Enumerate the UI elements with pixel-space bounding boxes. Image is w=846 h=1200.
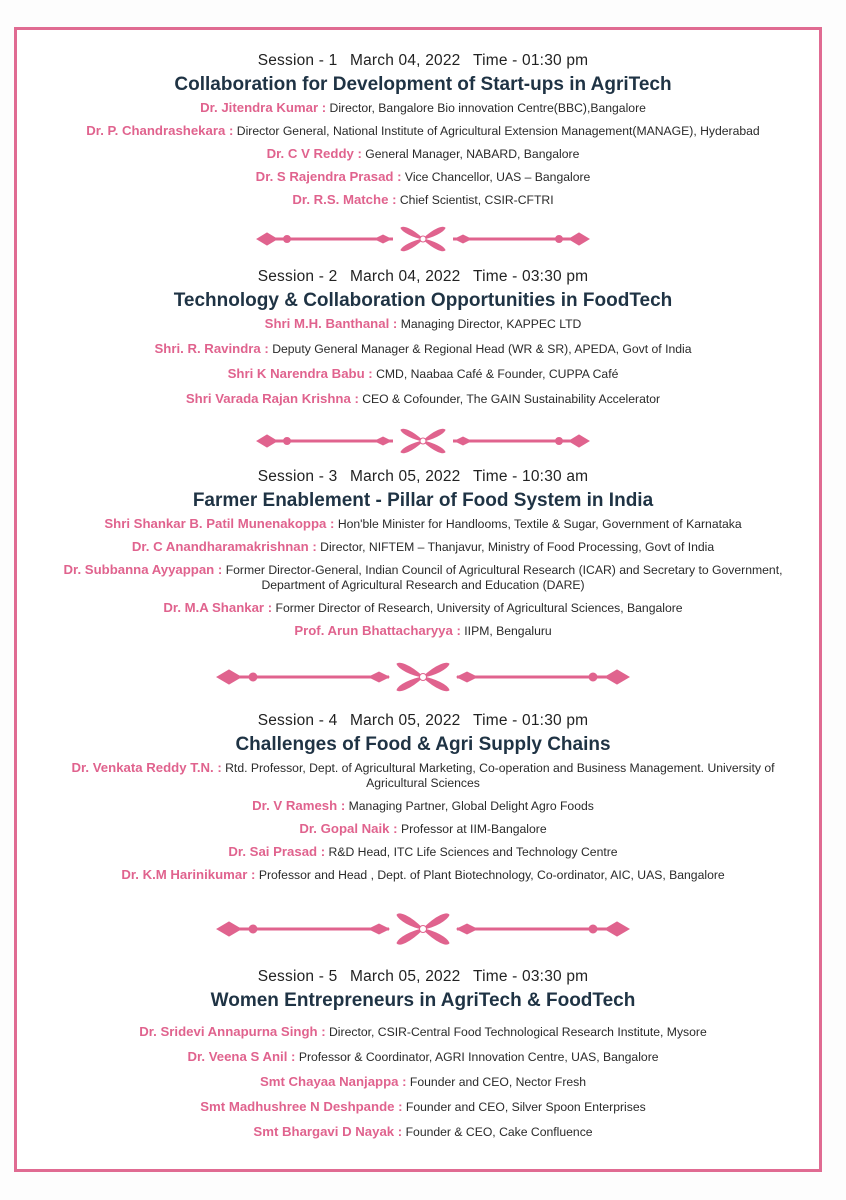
session-title: Farmer Enablement - Pillar of Food System in India bbox=[192, 490, 654, 511]
speaker bbox=[0, 341, 846, 357]
speaker bbox=[0, 539, 846, 555]
speaker-name: Dr. C Anandharamakrishnan : bbox=[131, 539, 317, 554]
speaker-name: Dr. S Rajendra Prasad : bbox=[255, 169, 402, 184]
speaker-role: Professor and Head , Dept. of Plant Biotechnology, Co-ordinator, AIC, UAS, Bangalore bbox=[258, 868, 725, 882]
speaker bbox=[0, 316, 846, 332]
floral-divider-icon bbox=[0, 426, 846, 456]
speaker bbox=[0, 798, 846, 814]
floral-divider-icon bbox=[0, 910, 846, 948]
speaker-name: Dr. Sridevi Annapurna Singh : bbox=[139, 1024, 326, 1039]
speaker-role: Director, NIFTEM – Thanjavur, Ministry of Food Processing, Govt of India bbox=[320, 540, 715, 554]
speaker-name: Dr. K.M Harinikumar : bbox=[121, 867, 256, 882]
session-header bbox=[0, 966, 846, 988]
speaker-role: Founder and CEO, Silver Spoon Enterprises bbox=[405, 1100, 646, 1114]
session-header bbox=[0, 466, 846, 488]
speaker bbox=[0, 516, 846, 532]
speaker bbox=[0, 623, 846, 639]
speaker bbox=[0, 192, 846, 208]
speaker-name: Smt Chayaa Nanjappa : bbox=[259, 1074, 407, 1089]
speaker bbox=[0, 146, 846, 162]
session-date: March 04, 2022 bbox=[349, 52, 461, 69]
speaker-name: Dr. V Ramesh : bbox=[252, 798, 346, 813]
speaker bbox=[0, 844, 846, 860]
speaker-role: Professor & Coordinator, AGRI Innovation Centre, UAS, Bangalore bbox=[298, 1050, 659, 1064]
speaker-role: Rtd. Professor, Dept. of Agricultural Marketing, Co-operation and Business Management. University of Agricultural Sciences bbox=[225, 761, 775, 790]
session-2 bbox=[0, 266, 846, 416]
session-time: Time - 03:30 pm bbox=[473, 268, 589, 285]
speaker-name: Dr. Venkata Reddy T.N. : bbox=[71, 760, 222, 775]
speaker-role: Founder & CEO, Cake Confluence bbox=[405, 1125, 593, 1139]
speaker-role: Deputy General Manager & Regional Head (WR & SR), APEDA, Govt of India bbox=[272, 342, 692, 356]
session-time: Time - 10:30 am bbox=[473, 468, 589, 485]
session-label: Session - 2 bbox=[257, 268, 338, 285]
speaker bbox=[0, 169, 846, 185]
session-1 bbox=[0, 50, 846, 215]
speaker bbox=[0, 100, 846, 116]
session-title: Collaboration for Development of Start-ups in AgriTech bbox=[174, 74, 672, 95]
speaker bbox=[0, 562, 846, 593]
speaker-name: Dr. Jitendra Kumar : bbox=[200, 100, 327, 115]
session-label: Session - 3 bbox=[257, 468, 338, 485]
speaker-name: Dr. P. Chandrashekara : bbox=[86, 123, 234, 138]
speaker-role: CEO & Cofounder, The GAIN Sustainability Accelerator bbox=[362, 392, 661, 406]
speaker-role: Vice Chancellor, UAS – Bangalore bbox=[404, 170, 591, 184]
speaker-name: Dr. Veena S Anil : bbox=[187, 1049, 296, 1064]
speaker bbox=[0, 1099, 846, 1115]
session-time: Time - 03:30 pm bbox=[473, 968, 589, 985]
session-header bbox=[0, 266, 846, 288]
speaker bbox=[0, 391, 846, 407]
session-title: Technology & Collaboration Opportunities in FoodTech bbox=[173, 290, 673, 311]
speaker bbox=[0, 1024, 846, 1040]
session-4 bbox=[0, 710, 846, 890]
speaker-name: Dr. R.S. Matche : bbox=[292, 192, 397, 207]
session-date: March 04, 2022 bbox=[349, 268, 461, 285]
speaker bbox=[0, 600, 846, 616]
speaker bbox=[0, 1074, 846, 1090]
speaker-role: Director, CSIR-Central Food Technological Research Institute, Mysore bbox=[329, 1025, 707, 1039]
speaker-role: Hon'ble Minister for Handlooms, Textile & Sugar, Government of Karnataka bbox=[337, 517, 742, 531]
session-label: Session - 1 bbox=[257, 52, 338, 69]
speaker-name: Shri M.H. Banthanal : bbox=[264, 316, 398, 331]
speaker-name: Dr. Gopal Naik : bbox=[299, 821, 398, 836]
speaker-role: Managing Partner, Global Delight Agro Foods bbox=[348, 799, 594, 813]
session-date: March 05, 2022 bbox=[349, 468, 461, 485]
speaker-name: Shri. R. Ravindra : bbox=[154, 341, 269, 356]
speaker bbox=[0, 1049, 846, 1065]
speaker bbox=[0, 123, 846, 139]
speaker-name: Dr. Sai Prasad : bbox=[228, 844, 326, 859]
speaker-name: Prof. Arun Bhattacharyya : bbox=[294, 623, 461, 638]
speaker-role: R&D Head, ITC Life Sciences and Technology Centre bbox=[328, 845, 618, 859]
session-3 bbox=[0, 466, 846, 646]
speaker-name: Shri K Narendra Babu : bbox=[227, 366, 373, 381]
speaker bbox=[0, 821, 846, 837]
speaker-role: Chief Scientist, CSIR-CFTRI bbox=[399, 193, 554, 207]
speaker-role: Founder and CEO, Nector Fresh bbox=[409, 1075, 587, 1089]
session-header bbox=[0, 710, 846, 732]
speaker-role: General Manager, NABARD, Bangalore bbox=[365, 147, 580, 161]
speaker-role: Professor at IIM-Bangalore bbox=[400, 822, 547, 836]
speaker-name: Shri Shankar B. Patil Munenakoppa : bbox=[104, 516, 335, 531]
speaker bbox=[0, 366, 846, 382]
speaker-name: Smt Bhargavi D Nayak : bbox=[253, 1124, 403, 1139]
speaker-name: Dr. Subbanna Ayyappan : bbox=[63, 562, 223, 577]
speaker-role: IIPM, Bengaluru bbox=[464, 624, 552, 638]
session-date: March 05, 2022 bbox=[349, 712, 461, 729]
speaker-name: Dr. M.A Shankar : bbox=[163, 600, 273, 615]
speaker-role: Director General, National Institute of Agricultural Extension Management(MANAGE), Hyderabad bbox=[236, 124, 760, 138]
session-title: Women Entrepreneurs in AgriTech & FoodTech bbox=[210, 990, 636, 1011]
speaker-name: Smt Madhushree N Deshpande : bbox=[200, 1099, 403, 1114]
session-header bbox=[0, 50, 846, 72]
session-5 bbox=[0, 966, 846, 1149]
speaker bbox=[0, 1124, 846, 1140]
floral-divider-icon bbox=[0, 660, 846, 694]
session-label: Session - 4 bbox=[257, 712, 338, 729]
speaker-role: Director, Bangalore Bio innovation Centre(BBC),Bangalore bbox=[329, 101, 646, 115]
speaker-role: Former Director-General, Indian Council of Agricultural Research (ICAR) and Secretary to Government, Department of Agricultural Research and Education (DARE) bbox=[225, 563, 783, 592]
session-date: March 05, 2022 bbox=[349, 968, 461, 985]
session-title: Challenges of Food & Agri Supply Chains bbox=[235, 734, 611, 755]
speaker-role: CMD, Naabaa Café & Founder, CUPPA Café bbox=[376, 367, 619, 381]
speaker bbox=[0, 867, 846, 883]
speaker-role: Former Director of Research, University of Agricultural Sciences, Bangalore bbox=[275, 601, 683, 615]
speaker-name: Shri Varada Rajan Krishna : bbox=[185, 391, 359, 406]
floral-divider-icon bbox=[0, 224, 846, 254]
session-label: Session - 5 bbox=[257, 968, 338, 985]
speaker-role: Managing Director, KAPPEC LTD bbox=[400, 317, 582, 331]
session-time: Time - 01:30 pm bbox=[473, 712, 589, 729]
speaker-name: Dr. C V Reddy : bbox=[266, 146, 362, 161]
speaker bbox=[0, 760, 846, 791]
session-time: Time - 01:30 pm bbox=[473, 52, 589, 69]
